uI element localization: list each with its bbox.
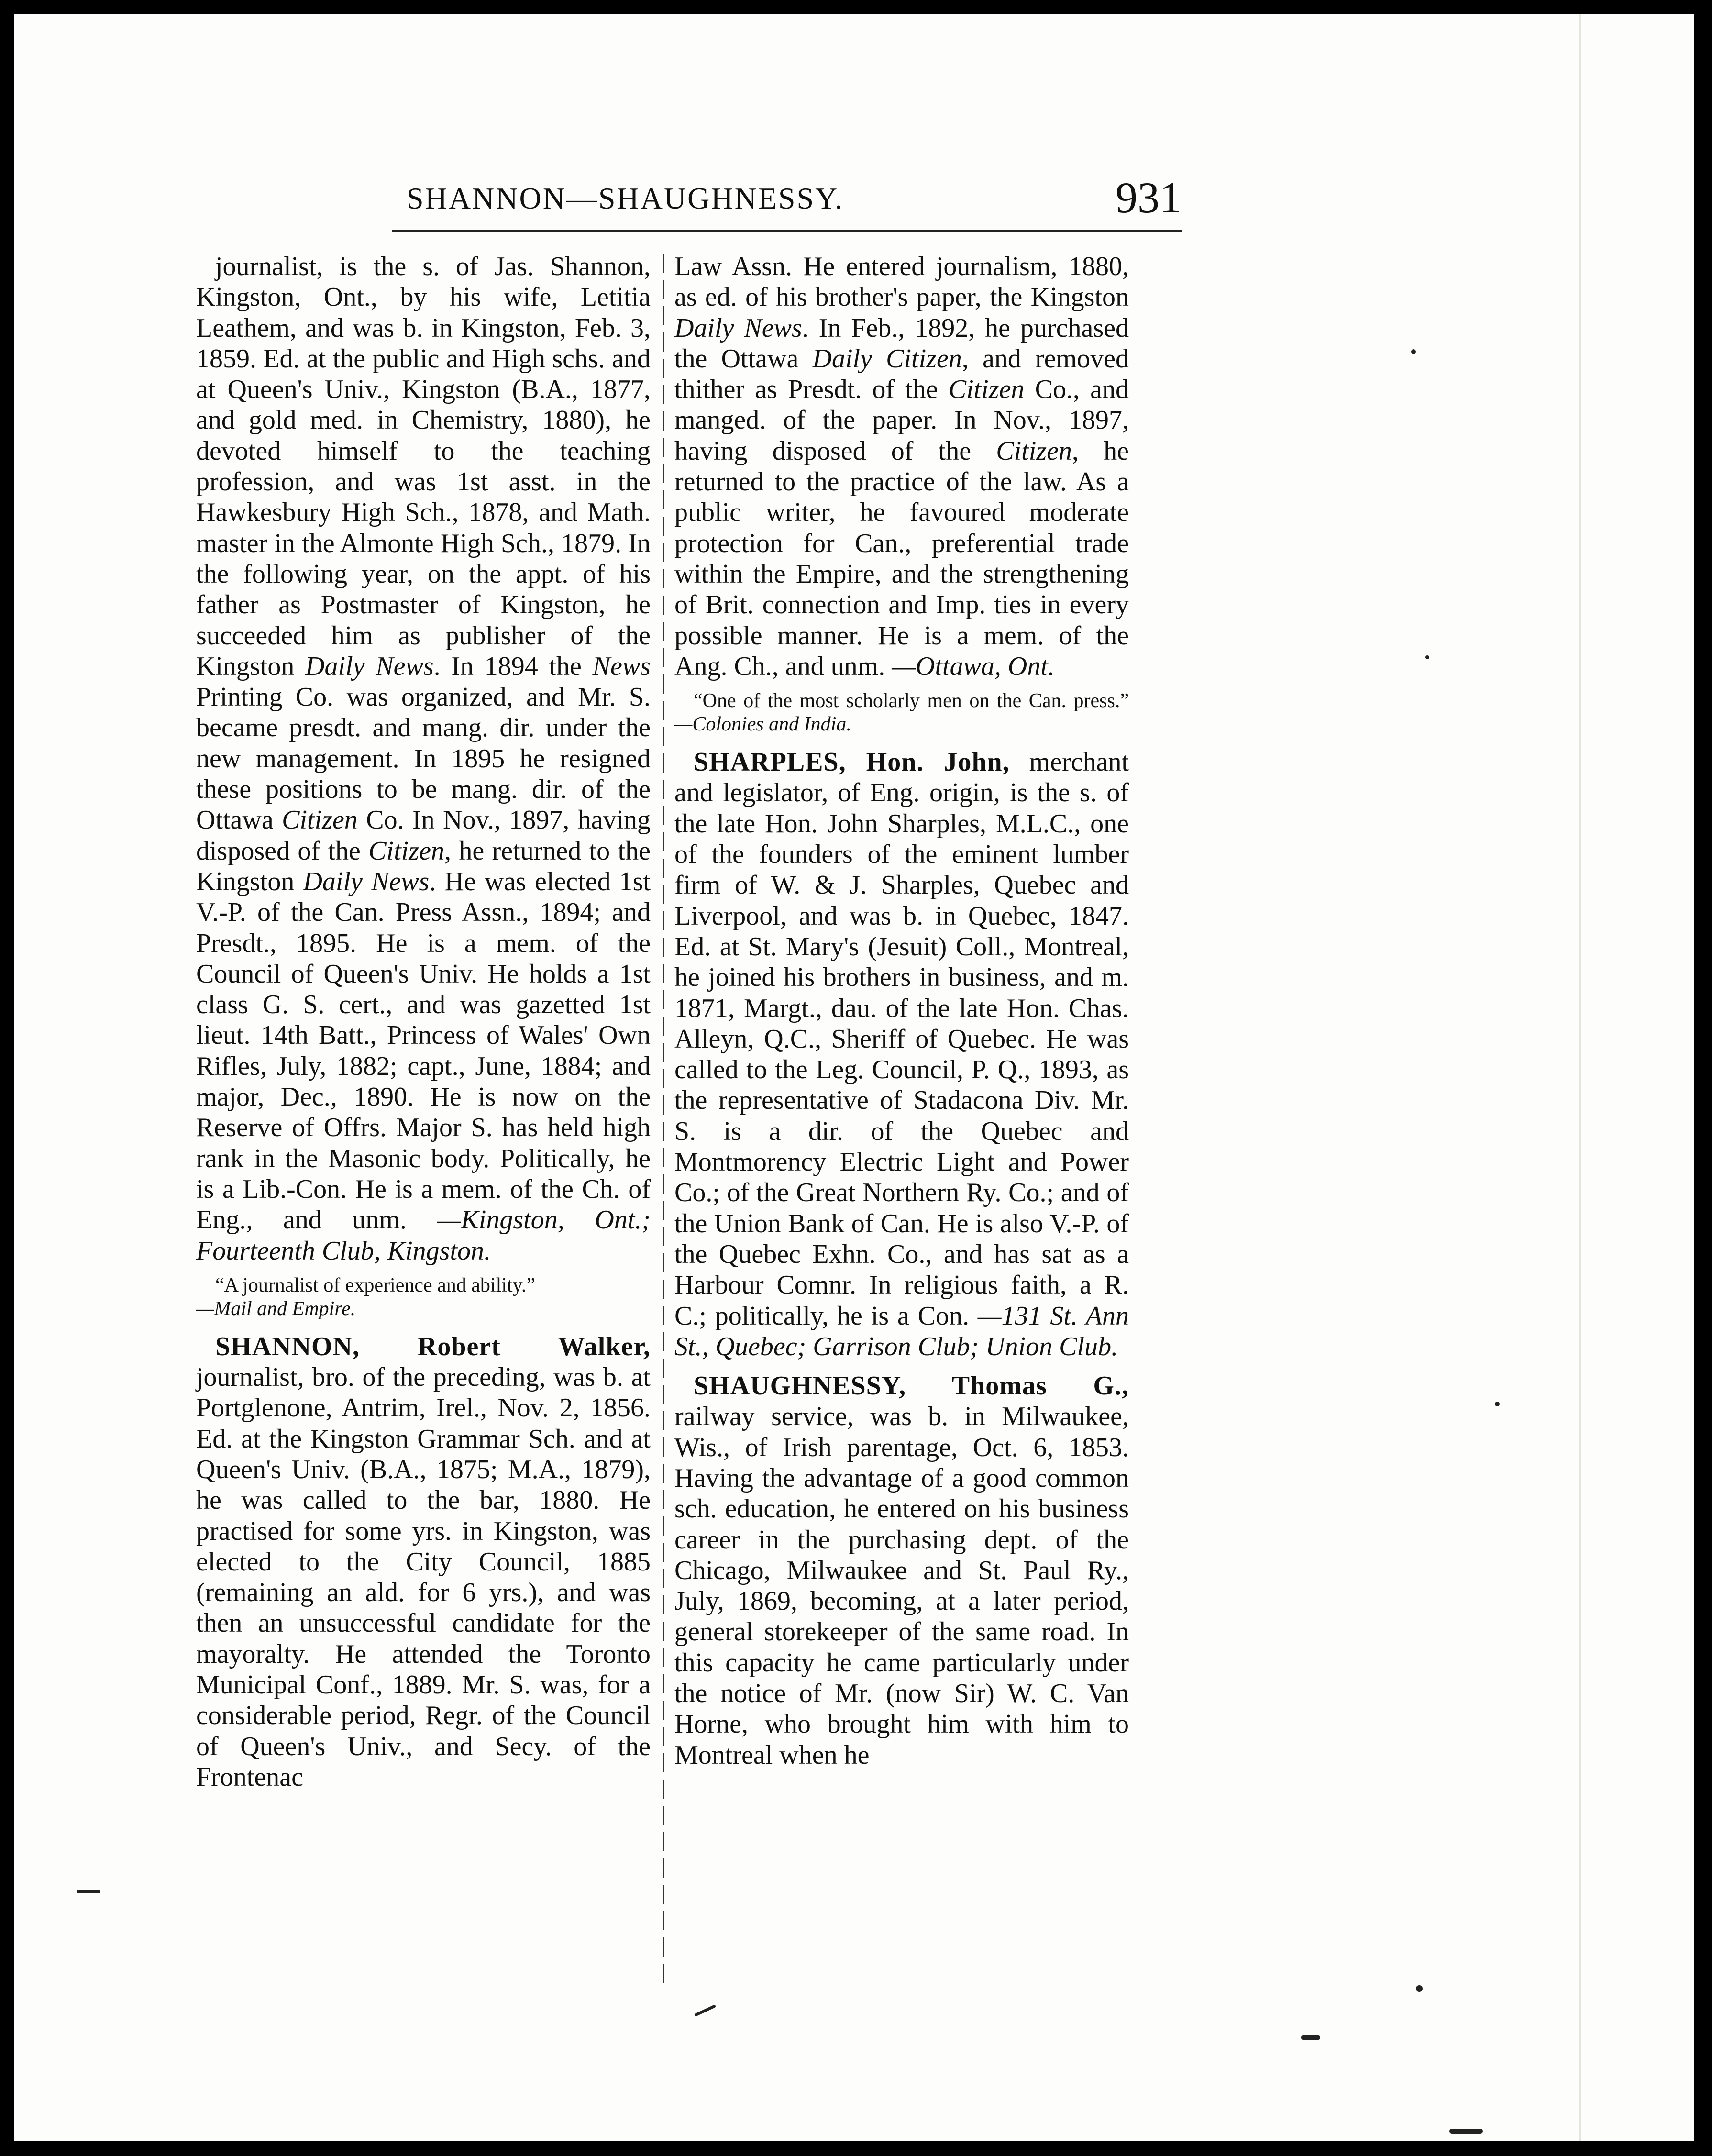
shannon-jas-entry-continuation: journalist, is the s. of Jas. Shannon, Kingston, Ont., by his wife, Letitia Leathem, and was b. in Kingston, Feb. 3, 1859. Ed. at the public and High schs. and at Queen's Univ., Kingston (B.A., 1877, and gold med. in Chemistry, 1880), he devoted himself to the teaching profession, and was 1st asst. in the Hawkesbury High Sch., 1878, and Math. master in the Almonte High Sch., 1879. In the following year, on the appt. of his father as Postmaster of Kingston, he succeeded him as publisher of the Kingston Daily News. In 1894 the News Printing Co. was organized, and Mr. S. became presdt. and mang. dir. under the new management. In 1895 he resigned these positions to be mang. dir. of the Ottawa Citizen Co. In Nov., 1897, having disposed of the Citizen, he returned to the Kingston Daily News. He was elected 1st V.-P. of the Can. Press Assn., 1894; and Presdt., 1895. He is a mem. of the Council of Queen's Univ. He holds a 1st class G. S. cert., and was gazetted 1st lieut. 14th Batt., Princess of Wales' Own Rifles, July, 1882; capt., June, 1884; and major, Dec., 1890. He is now on the Reserve of Offrs. Major S. has held high rank in the Masonic body. Politically, he is a Lib.-Con. He is a mem. of the Ch. of Eng., and unm. —Kingston, Ont.; Fourteenth Club, Kingston.: [196, 252, 651, 1266]
entry-address: —Ottawa, Ont.: [892, 651, 1055, 681]
column-divider: [663, 254, 664, 1985]
sharples-john-entry: SHARPLES, Hon. John, merchant and legislator, of Eng. origin, is the s. of the late Hon. John Sharples, M.L.C., one of the founders of the eminent lumber firm of W. & J. Sharples, Quebec and Liverpool, and was b. in Quebec, 1847. Ed. at St. Mary's (Jesuit) Coll., Montreal, he joined his brothers in business, and m. 1871, Margt., dau. of the late Hon. Chas. Alleyn, Q.C., Sheriff of Quebec. He was called to the Leg. Council, P. Q., 1893, as the representative of Stadacona Div. Mr. S. is a dir. of the Quebec and Montmorency Electric Light and Power Co.; of the Great Northern Ry. Co.; and of the Union Bank of Can. He is also V.-P. of the Quebec Exhn. Co., and has sat as a Harbour Comnr. In religious faith, a R. C.; politically, he is a Con. —131 St. Ann St., Quebec; Garrison Club; Union Club.: [674, 747, 1129, 1361]
press-quote: “One of the most scholarly men on the Can. press.” —Colonies and India.: [674, 690, 1129, 736]
entry-address: —131 St. Ann St., Quebec; Garrison Club; Union Club.: [674, 1301, 1129, 1361]
header-rule: [392, 230, 1182, 232]
shannon-robert-entry-continuation: Law Assn. He entered journalism, 1880, as ed. of his brother's paper, the Kingston Daily News. In Feb., 1892, he purchased the Ottawa Daily Citizen, and removed thither as Presdt. of the Citizen Co., and manged. of the paper. In Nov., 1897, having disposed of the Citizen, he returned to the practice of the law. As a public writer, he favoured moderate protection for Can., preferential trade within the Empire, and the strengthening of Brit. connection and Imp. ties in every possible manner. He is a mem. of the Ang. Ch., and unm. —Ottawa, Ont.: [674, 252, 1129, 681]
scan-speck: [1416, 1985, 1423, 1992]
scan-mark: [77, 1890, 100, 1893]
entry-headword: SHANNON, Robert Walker,: [215, 1331, 651, 1361]
scan-mark: [694, 2004, 716, 2017]
running-header-title: SHANNON—SHAUGHNESSY.: [407, 181, 844, 215]
entry-headword: SHAUGHNESSY, Thomas G.,: [694, 1371, 1129, 1401]
right-column: [674, 251, 1129, 1770]
scan-speck: [1411, 349, 1416, 354]
press-quote: “A journalist of experience and ability.” —Mail and Empire.: [196, 1274, 536, 1320]
left-column: [196, 251, 651, 1792]
scan-mark: [1449, 2129, 1483, 2134]
scan-speck: [1425, 655, 1429, 659]
scanned-page: [14, 14, 1579, 2141]
entry-address: —Kingston, Ont.; Fourteenth Club, Kingston.: [196, 1205, 651, 1266]
scan-mark: [1301, 2035, 1320, 2040]
quote-source: —Mail and Empire.: [196, 1297, 356, 1320]
shannon-robert-walker-entry: SHANNON, Robert Walker, journalist, bro. of the preceding, was b. at Portglenone, Antrim, Irel., Nov. 2, 1856. Ed. at the Kingston Grammar Sch. and at Queen's Univ. (B.A., 1875; M.A., 1879), he was called to the bar, 1880. He practised for some yrs. in Kingston, was elected to the City Council, 1885 (remaining an ald. for 6 yrs.), and was then an unsuccessful candidate for the mayoralty. He attended the Toronto Municipal Conf., 1889. Mr. S. was, for a considerable period, Regr. of the Council of Queen's Univ., and Secy. of the Frontenac: [196, 1331, 651, 1792]
quote-source: —Colonies and India.: [674, 713, 851, 736]
page-edge: [1579, 14, 1694, 2141]
page-number: 931: [1116, 173, 1182, 222]
running-header: [392, 172, 1182, 225]
shaughnessy-thomas-entry: SHAUGHNESSY, Thomas G., railway service, was b. in Milwaukee, Wis., of Irish parentage, Oct. 6, 1853. Having the advantage of a good common sch. education, he entered on his business career in the purchasing dept. of the Chicago, Milwaukee and St. Paul Ry., July, 1869, becoming, at a later period, general storekeeper of the same road. In this capacity he came particularly under the notice of Mr. (now Sir) W. C. Van Horne, who brought him with him to Montreal when he: [674, 1371, 1129, 1770]
entry-headword: SHARPLES, Hon. John,: [694, 747, 1010, 777]
scan-speck: [1495, 1402, 1500, 1406]
